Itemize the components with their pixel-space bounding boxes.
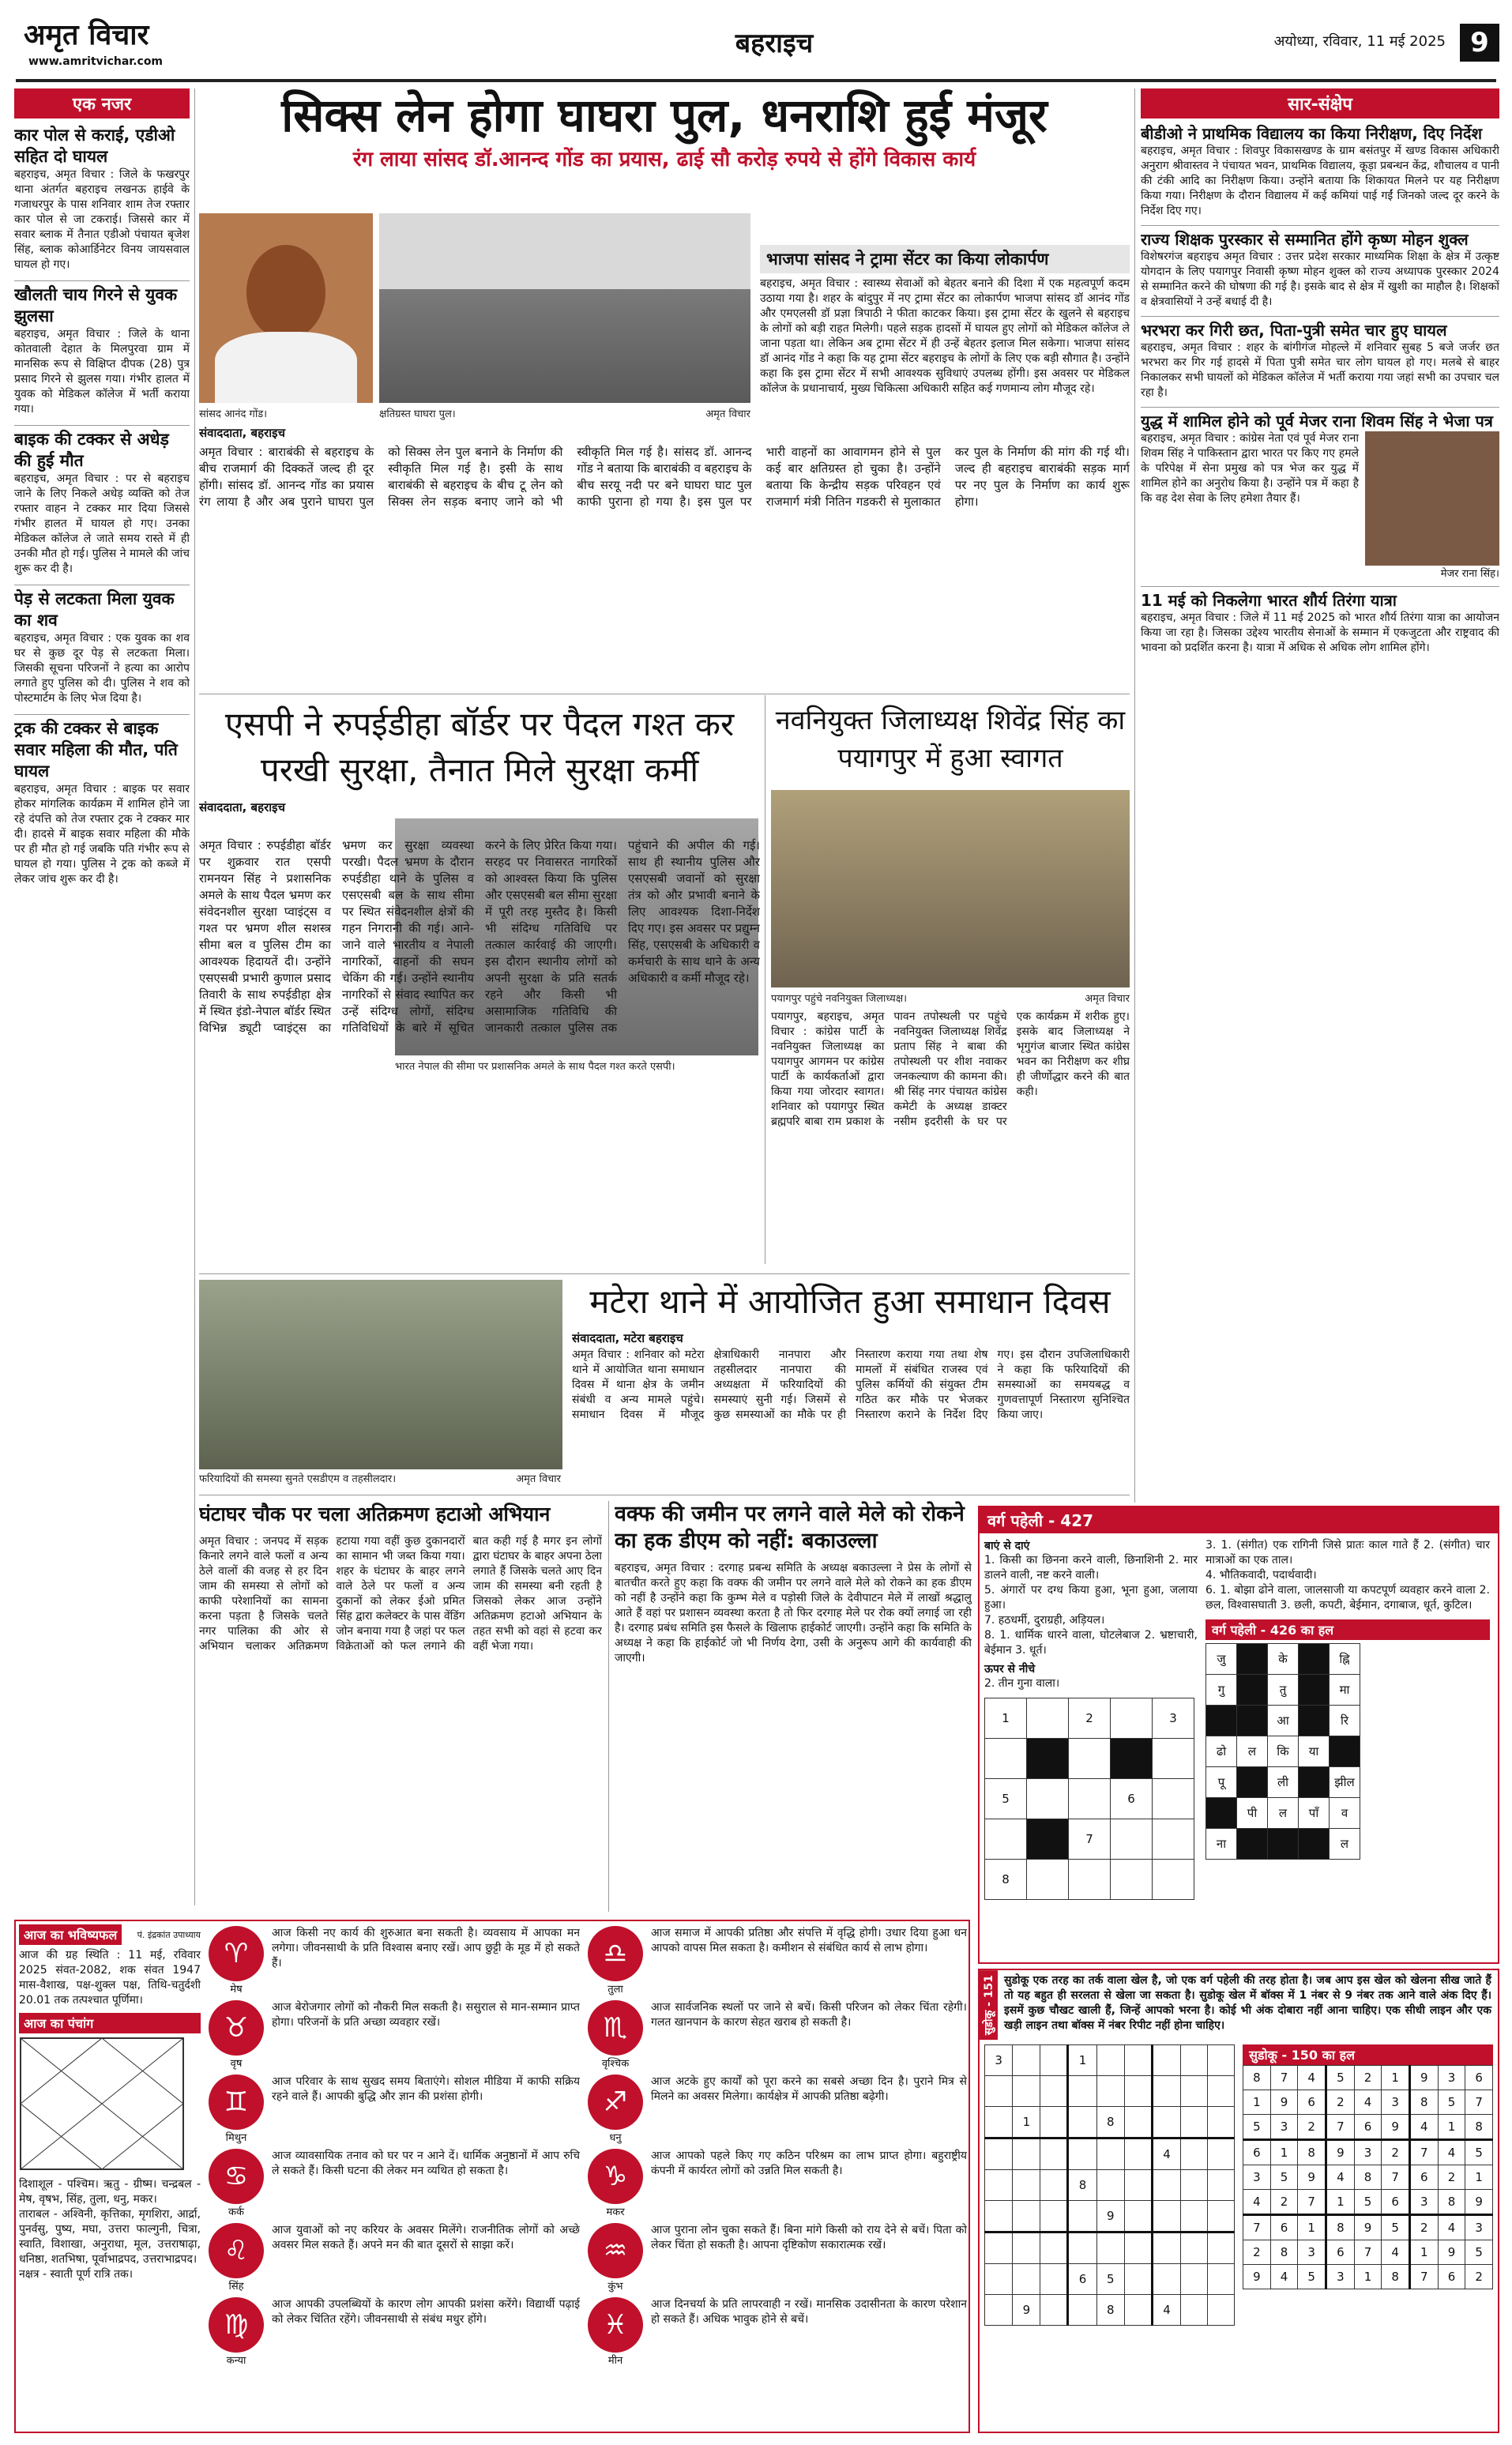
samadhan-photo xyxy=(199,1280,562,1469)
lead-body-text: अमृत विचार : बाराबंकी से बहराइच के बीच राजमार्ग की दिक्कतें जल्द ही दूर होंगी। सांसद डॉ. आनन्द गोंड का प्रयास रंग लाया है और अब पुराने घाघरा पुल को सिक्स लेन पुल बनाने के निर्माण की स्वीकृति मिल गई है। इसी के साथ बाराबंकी से बहराइच के बीच टू लेन को सिक्स लेन सड़क बनाए जाने को भी स्वीकृति मिल गई है। सांसद डॉ. आनन्द गोंड ने बताया कि बाराबंकी व बहराइच के बीच सरयू नदी पर बने घाघरा घाट पुल काफी पुराना हो गया है। इस पुल पर भारी वाहनों का आवागमन होने से पुल कई बार क्षतिग्रस्त हो चुका है। उन्होंने बताया कि केन्द्रीय सड़क परिवहन एवं राजमार्ग मंत्री नितिन गडकरी से मुलाकात कर पुल के निर्माण की मांग की गई थी। जल्द ही बहराइच बाराबंकी सड़क मार्ग पर नए पुल के निर्माण का कार्य शुरू होगा। xyxy=(199,445,1130,509)
sudoku-answer-cell: 8 xyxy=(1298,2140,1326,2165)
sudoku-cell[interactable] xyxy=(1208,2264,1235,2295)
sudoku-answer-cell: 1 xyxy=(1465,2165,1493,2190)
sudoku-cell[interactable] xyxy=(1208,2232,1235,2264)
photo-caption: मेजर राना सिंह। xyxy=(1440,568,1499,580)
sign-singh: ♌ सिंह आज युवाओं को नए करियर के अवसर मिलेंगे। राजनीतिक लोगों को अच्छे अवसर मिल सकते हैं। अपने मन की बात दूसरों से साझा करें। xyxy=(209,2223,580,2293)
sudoku-cell[interactable] xyxy=(1181,2295,1208,2326)
signs-col-1 xyxy=(209,1926,580,2432)
sudoku-cell[interactable] xyxy=(1124,2045,1152,2076)
sudoku-cell[interactable] xyxy=(1124,2201,1152,2232)
crossword xyxy=(978,1506,1499,1964)
waqf-body: बहराइच, अमृत विचार : दरगाह प्रबन्ध समिति के अध्यक्ष बकाउल्ला ने प्रेस के लोगों से बातचीत करते हुए कहा कि वक्फ की जमीन पर लगने वाले मेले को रोकने का हक डीएम को नहीं है उन्होंने कहा कि कुम्भ मेले व पड़ोसी जिले के देवीपाटन मेले में लाखों श्रद्धालु आते हैं वहां पर प्रशासन व्यवस्था करता है तो फिर दरगाह मेले पर रोक क्यों लगाई जा रही है। दरगाह प्रबंध समिति इस फैसले के खिलाफ हाईकोर्ट जाएगी। उन्होंने कहा कि समिति के अध्यक्ष ने कहा कि हाईकोर्ट जो भी निर्णय देगा, उसी के अनुरूप आगे की कार्यवाही की जाएगी। xyxy=(615,1562,972,1664)
samadhan-body-text: अमृत विचार : शनिवार को मटेरा थाने में आयोजित थाना समाधान दिवस में थाना क्षेत्र के जमीन संबंधी व अन्य मामले पहुंचे। समाधान दिवस में मौजूद क्षेत्राधिकारी नानपारा और तहसीलदार नानपारा की अध्यक्षता में फरियादियों की समस्याएं सुनी गई। जिसमें से कुछ समस्याओं का मौके पर ही निस्तारण कराया गया तथा शेष मामलों में संबंधित राजस्व एवं पुलिस कर्मियों की संयुक्त टीम गठित कर मौके पर भेजकर निस्तारण कराने के निर्देश दिए गए। इस दौरान उपजिलाधिकारी ने कहा कि फरियादियों की समस्याओं का समयबद्ध व गुणवत्तापूर्ण निस्तारण सुनिश्चित किया जाए। xyxy=(572,1349,1130,1421)
sudoku-answer-cell: 2 xyxy=(1326,2090,1355,2115)
sudoku-answer-cell: 1 xyxy=(1410,2240,1439,2265)
sudoku-answer-cell: 8 xyxy=(1270,2240,1298,2265)
scorpio-icon: ♏ xyxy=(588,2000,643,2056)
saar-headline: बीडीओ ने प्राथमिक विद्यालय का किया निरीक्षण, दिए निर्देश xyxy=(1141,124,1483,143)
brief-headline: खौलती चाय गिरने से युवक झुलसा xyxy=(14,285,178,325)
sudoku-cell[interactable]: 4 xyxy=(1152,2295,1180,2326)
pisces-icon: ♓ xyxy=(588,2297,643,2353)
sudoku-answer-cell: 3 xyxy=(1410,2190,1439,2215)
samadhan-headline: मटेरा थाने में आयोजित हुआ समाधान दिवस xyxy=(589,1282,1111,1321)
brief-item xyxy=(14,718,190,887)
sudoku-answer-cell: 6 xyxy=(1382,2190,1410,2215)
sudoku-answer-cell: 5 xyxy=(1298,2265,1326,2289)
dateline: अयोध्या, रविवार, 11 मई 2025 xyxy=(1273,33,1446,50)
clue: 7. हठधर्मी, दुराग्रही, अड़ियल। xyxy=(984,1614,1105,1627)
sudoku-cell[interactable]: 8 xyxy=(1096,2107,1124,2138)
panchang xyxy=(19,1924,201,2430)
sudoku-answer-cell: 7 xyxy=(1270,2066,1298,2090)
saar-headline: राज्य शिक्षक पुरस्कार से सम्मानित होंगे कृष्ण मोहन शुक्ल xyxy=(1141,230,1469,249)
sudoku-cell[interactable] xyxy=(1096,2076,1124,2107)
sudoku-answer-cell: 2 xyxy=(1465,2265,1493,2289)
sudoku-cell[interactable] xyxy=(1181,2107,1208,2138)
lead-byline: संवाददाता, बहराइच xyxy=(199,426,285,440)
sudoku-answer-cell: 2 xyxy=(1438,2165,1465,2190)
sudoku-answer-cell: 8 xyxy=(1354,2165,1382,2190)
sudoku-cell[interactable] xyxy=(1040,2076,1068,2107)
sudoku-cell[interactable] xyxy=(985,2295,1013,2326)
sudoku-cell[interactable] xyxy=(1208,2295,1235,2326)
sudoku-cell[interactable] xyxy=(1124,2076,1152,2107)
sudoku-answer-cell: 3 xyxy=(1298,2240,1326,2265)
horoscope-author: पं. इंद्रकांत उपाध्याय xyxy=(137,1929,201,1940)
sudoku-answer-cell: 1 xyxy=(1243,2090,1271,2115)
sp-body-text: अमृत विचार : रुपईडीहा बॉर्डर पर शुक्रवार रात एसपी रामनयन सिंह ने प्रशासनिक अमले के साथ पैदल भ्रमण कर संवेदनशील सुरक्षा प्वाइंट्स व गश्त पर भ्रमण शील सशस्त्र सीमा बल व पुलिस टीम का आवश्यक हिदायतें दी। उन्होंने एसएसबी प्रभारी कुणाल प्रसाद तिवारी के साथ रुपईडीहा क्षेत्र में स्थित इंडो-नेपाल बॉर्डर स्थित विभिन्न ड्यूटी प्वाइंट्स का भ्रमण कर सुरक्षा व्यवस्था परखी। पैदल भ्रमण के दौरान रुपईडीहा थाने के पुलिस व एसएसबी बल के साथ सीमा पर स्थित संवेदनशील क्षेत्रों की गहन निगरानी की गई। आने-जाने वाले भारतीय व नेपाली नागरिकों, वाहनों की सघन चेकिंग की गई। उन्होंने स्थानीय नागरिकों से संवाद स्थापित कर उन्हें संदिग्ध लोगों, संदिग्ध गतिविधियों के बारे में सूचित करने के लिए प्रेरित किया गया। सरहद पर निवासरत नागरिकों को आश्वस्त किया कि पुलिस और एसएसबी बल सीमा सुरक्षा में पूरी तरह मुस्तैद है। किसी भी संदिग्ध गतिविधि पर तत्काल कार्रवाई की जाएगी। इस दौरान स्थानीय लोगों को अपनी सुरक्षा के प्रति सतर्क रहने और किसी भी असामाजिक गतिविधि की जानकारी तत्काल पुलिस तक पहुंचाने की अपील की गई। साथ ही स्थानीय पुलिस और एसएसबी जवानों को सुरक्षा तंत्र को और प्रभावी बनाने के लिए आवश्यक दिशा-निर्देश दिए गए। इस अवसर पर प्रद्युम्न सिंह, एसएसबी के अधिकारी व कर्मचारी के साथ थाने के अन्य अधिकारी व कर्मी मौजूद रहे। xyxy=(199,838,760,1035)
sudoku-answer-cell: 2 xyxy=(1382,2140,1410,2165)
sudoku-answer-cell: 9 xyxy=(1270,2090,1298,2115)
sudoku-answer-cell: 6 xyxy=(1270,2215,1298,2240)
sudoku-cell[interactable] xyxy=(1181,2170,1208,2201)
bridge-photo xyxy=(379,213,750,403)
sudoku-answer-cell: 9 xyxy=(1382,2115,1410,2140)
sudoku-cell[interactable] xyxy=(1124,2170,1152,2201)
sudoku-cell[interactable] xyxy=(1124,2138,1152,2170)
lead-body xyxy=(199,444,1130,689)
sudoku-cell[interactable] xyxy=(1181,2076,1208,2107)
sudoku-cell[interactable]: 3 xyxy=(985,2045,1013,2076)
brief-body: बहराइच, अमृत विचार : पर से बहराइच जाने के लिए निकले अधेड़ व्यक्ति को तेज रफ्तार वाहन ने टक्कर मार दिया जिससे गंभीर हालत में घायल हो गए। उनका मेडिकल कॉलेज ले जाते समय रास्ते में ही उनकी मौत हो गई। पुलिस ने मामले की जांच शुरू कर दी है। xyxy=(14,472,190,575)
sign-meen: ♓ मीन आज दिनचर्या के प्रति लापरवाही न रखें। मानसिक उदासीनता के कारण परेशान हो सकते हैं। अधिक भावुक होने से बचें। xyxy=(588,2297,967,2367)
leo-icon: ♌ xyxy=(209,2223,264,2278)
sudoku-cell[interactable] xyxy=(1013,2264,1040,2295)
saar-body: विशेषरगंज बहराइच अमृत विचार : उत्तर प्रदेश सरकार माध्यमिक शिक्षा के क्षेत्र में उत्कृष्ट योगदान के लिए पयागपुर निवासी कृष्ण मोहन शुक्ल को राज्य अध्यापक पुरस्कार 2024 से सम्मानित करने की घोषणा की गई है। इसके बाद से क्षेत्र में खुशी का माहौल है। शिक्षकों व क्षेत्रवासियों ने उन्हें बधाई दी है। xyxy=(1141,250,1499,308)
sudoku-cell[interactable] xyxy=(1040,2045,1068,2076)
clue: 4. भौतिकवादी, पदार्थवादी। xyxy=(1205,1569,1317,1582)
sudoku-answer-cell: 6 xyxy=(1326,2240,1355,2265)
sudoku-answer-cell: 1 xyxy=(1326,2190,1355,2215)
sign-makar: ♑ मकर आज आपको पहले किए गए कठिन परिश्रम का लाभ प्राप्त होगा। बहुराष्ट्रीय कंपनी में कार्यरत लोगों को उन्नति मिल सकती है। xyxy=(588,2149,967,2218)
sudoku-cell[interactable] xyxy=(1040,2107,1068,2138)
sudoku-answer-cell: 5 xyxy=(1243,2115,1271,2140)
sudoku-answer-cell: 2 xyxy=(1410,2215,1439,2240)
sudoku-cell[interactable] xyxy=(985,2076,1013,2107)
samadhan-body xyxy=(572,1348,1130,1490)
saar-headline: भरभरा कर गिरी छत, पिता-पुत्री समेत चार हुए घायल xyxy=(1141,321,1447,340)
district-body-text: पयागपुर, बहराइच, अमृत विचार : कांग्रेस पार्टी के नवनियुक्त जिलाध्यक्ष का पयागपुर आगमन पर कांग्रेस पार्टी के कार्यकर्ताओं द्वारा किया गया जोरदार स्वागत। शनिवार को पयागपुर स्थित ब्रह्मपरि बाबा राम प्रकाश के पावन तपोस्थली पर पहुंचे नवनियुक्त जिलाध्यक्ष शिवेंद्र प्रताप सिंह ने बाबा की तपोस्थली पर शीश नवाकर जनकल्याण की कामना की। श्री सिंह नगर पंचायत कांग्रेस कमेटी के अध्यक्ष डाक्टर नसीम इदरीसी के घर पर एक कार्यक्रम में शरीक हुए। इसके बाद जिलाध्यक्ष ने भृगुगंज बाजार स्थित कांग्रेस भवन का निरीक्षण कर शीघ्र ही जीर्णोद्धार करने की बात कही। xyxy=(771,1010,1130,1128)
ek-nazar-header: एक नजर xyxy=(14,88,190,118)
lead-subheadline: रंग लाया सांसद डॉ.आनन्द गोंड का प्रयास, ढाई सौ करोड़ रुपये से होंगे विकास कार्य xyxy=(352,148,976,171)
photo-credit: अमृत विचार xyxy=(516,1473,561,1485)
sudoku-cell[interactable] xyxy=(1040,2232,1068,2264)
sudoku-answer-cell: 6 xyxy=(1243,2140,1271,2165)
brief-headline: बाइक की टक्कर से अधेड़ की हुई मौत xyxy=(14,430,169,470)
saar-body: बहराइच, अमृत विचार : कांग्रेस नेता एवं पूर्व मेजर राना शिवम सिंह ने पाकिस्तान द्वारा भारत पर किए गए हमले के परिपेक्ष में सेना प्रमुख को पत्र भेज कर युद्ध में शामिल होने का अनुरोध किया है। उन्होंने पत्र में कहा है कि वह देश सेवा के लिए हमेशा तैयार हैं। xyxy=(1141,432,1359,505)
sudoku-cell[interactable] xyxy=(1040,2170,1068,2201)
clue: 2. तीन गुना वाला। xyxy=(984,1677,1060,1690)
sudoku-cell[interactable] xyxy=(1040,2295,1068,2326)
sudoku-cell[interactable]: 8 xyxy=(1068,2170,1096,2201)
sudoku-answer-cell: 4 xyxy=(1410,2115,1439,2140)
brief-item xyxy=(14,429,190,577)
sudoku-cell[interactable]: 1 xyxy=(1013,2107,1040,2138)
ek-nazar-column xyxy=(14,88,190,1913)
sudoku-answer-cell: 3 xyxy=(1243,2165,1271,2190)
sudoku-answer-cell: 8 xyxy=(1410,2090,1439,2115)
crossword-grid[interactable]: 1 2 3 5 6 7 8 xyxy=(984,1698,1194,1900)
photo-caption: भारत नेपाल की सीमा पर प्रशासनिक अमले के साथ पैदल गश्त करते एसपी। xyxy=(395,1061,675,1073)
district-headline: नवनियुक्त जिलाध्यक्ष शिवेंद्र सिंह का पयागपुर में हुआ स्वागत xyxy=(775,705,1126,774)
sudoku-cell[interactable] xyxy=(985,2107,1013,2138)
sign-tula: ♎ तुला आज समाज में आपकी प्रतिष्ठा और संपत्ति में वृद्धि होगी। उधार दिया हुआ धन आपको वापस मिल सकता है। कमीशन से संबंधित कार्य से लाभ होगा। xyxy=(588,1926,967,1995)
sudoku-cell[interactable] xyxy=(1152,2045,1180,2076)
brief-headline: कार पोल से कराई, एडीओ सहित दो घायल xyxy=(14,126,175,166)
saar-headline: 11 मई को निकलेगा भारत शौर्य तिरंगा यात्रा xyxy=(1141,591,1397,610)
saar-item xyxy=(1141,229,1499,310)
horoscope-title: आज का भविष्यफल xyxy=(19,1924,122,1945)
sudoku-cell[interactable] xyxy=(1208,2107,1235,2138)
sudoku-answer-cell: 9 xyxy=(1438,2240,1465,2265)
saar-body: बहराइच, अमृत विचार : शहर के बांगीगंज मोहल्ले में शनिवार सुबह 5 बजे जर्जर छत भरभरा कर गिर गई हादसे में पिता पुत्री समेत चार लोग घायल हो गए। मलबे से बाहर निकालकर सभी घायलों को मेडिकल कॉलेज में भर्ती कराया गया जहां सभी का उपचार चल रहा है। xyxy=(1141,341,1499,399)
sign-kark: ♋ कर्क आज व्यावसायिक तनाव को घर पर न आने दें। धार्मिक अनुष्ठानों में आप रुचि ले सकते हैं। किसी घटना की लेकर मन व्यथित हो सकता है। xyxy=(209,2149,580,2218)
panchang-title: आज का पंचांग xyxy=(19,2013,201,2033)
sudoku-cell[interactable] xyxy=(985,2232,1013,2264)
brief-item xyxy=(14,589,190,706)
ghanta-story xyxy=(199,1501,602,1912)
brief-headline: पेड़ से लटकता मिला युवक का शव xyxy=(14,589,175,630)
sudoku-cell[interactable]: 1 xyxy=(1068,2045,1096,2076)
trauma-body: बहराइच, अमृत विचार : स्वास्थ्य सेवाओं को बेहतर बनाने की दिशा में एक महत्वपूर्ण कदम उठाया गया है। शहर के बांदुपुर में नए ट्रामा सेंटर का लोकार्पण भाजपा सांसद डॉ आनंद गोंड और एमएलसी डॉ प्रज्ञा त्रिपाठी ने फीता काटकर किया। इस ट्रामा सेंटर के खुलने से बहराइच के लोगों को बड़ी राहत मिलेगी। पहले सड़क हादसों में घायल हुए लोगों को मेडिकल कॉलेज ले जाना पड़ता था। लेकिन अब ट्रामा सेंटर में ही उन्हें बेहतर इलाज मिल सकेगा। भाजपा सांसद डॉ आनंद गोंड ने कहा कि यह ट्रामा सेंटर बहराइच के लोगों के लिए एक बड़ी सौगात है। उन्होंने कहा कि इस ट्रामा सेंटर में सभी आवश्यक सुविधाएं उपलब्ध होंगी। इस अवसर पर मेडिकल कॉलेज के प्रधानाचार्य, मुख्य चिकित्सा अधिकारी सहित कई गणमान्य लोग मौजूद रहे। xyxy=(760,277,1130,395)
logo: अमृत विचार xyxy=(24,19,149,51)
sudoku-puzzle-grid[interactable] xyxy=(984,2044,1235,2326)
sudoku-cell[interactable] xyxy=(1208,2076,1235,2107)
sudoku-label: सुडोकू - 151 xyxy=(980,1970,998,2040)
libra-icon: ♎ xyxy=(588,1926,643,1981)
sudoku-answer-cell: 7 xyxy=(1382,2165,1410,2190)
sudoku-answer-cell: 9 xyxy=(1410,2066,1439,2090)
sudoku-cell[interactable] xyxy=(985,2264,1013,2295)
saar-headline: युद्ध में शामिल होने को पूर्व मेजर राना शिवम सिंह ने भेजा पत्र xyxy=(1141,412,1493,431)
sudoku-answer-cell: 3 xyxy=(1438,2066,1465,2090)
brief-body: बहराइच, अमृत विचार : एक युवक का शव घर से कुछ दूर पेड़ से लटकता मिला। जिसकी सूचना परिजनों ने हत्या का आरोप लगाते हुए पुलिस को दी। पुलिस ने शव को पोस्टमार्टम के लिए भेज दिया है। xyxy=(14,632,190,705)
sudoku-answer-cell: 5 xyxy=(1465,2240,1493,2265)
sudoku-answer-cell: 1 xyxy=(1354,2265,1382,2289)
sudoku-answer-cell: 3 xyxy=(1326,2265,1355,2289)
brief-headline: ट्रक की टक्कर से बाइक सवार महिला की मौत, पति घायल xyxy=(14,719,178,781)
district-photo xyxy=(771,790,1130,987)
sudoku-cell[interactable] xyxy=(1181,2232,1208,2264)
sudoku-answer-cell: 3 xyxy=(1465,2215,1493,2240)
mp-photo xyxy=(199,213,373,403)
sudoku-answer-cell: 8 xyxy=(1438,2190,1465,2215)
sudoku-cell[interactable]: 8 xyxy=(1096,2295,1124,2326)
sudoku-cell[interactable] xyxy=(1068,2107,1096,2138)
waqf-story xyxy=(615,1501,972,1912)
sudoku-cell[interactable] xyxy=(1152,2201,1180,2232)
kundali-chart xyxy=(19,2037,185,2171)
sudoku-answer-cell: 9 xyxy=(1298,2165,1326,2190)
sudoku-answer-cell: 1 xyxy=(1298,2215,1326,2240)
page-number: 9 xyxy=(1460,24,1499,62)
sudoku-cell[interactable] xyxy=(1181,2201,1208,2232)
sudoku-cell[interactable] xyxy=(1013,2232,1040,2264)
panchang-text: आज की ग्रह स्थिति : 11 मई, रविवार 2025 संवत-2082, शक संवत 1947 मास-वैशाख, पक्ष-शुक्ल पक्ष, तिथि-चतुर्दशी 20.01 तक तत्पश्चात पूर्णिमा। xyxy=(19,1949,201,2007)
sudoku-answer-cell: 5 xyxy=(1354,2190,1382,2215)
sudoku-cell[interactable] xyxy=(1096,2232,1124,2264)
sudoku-cell[interactable] xyxy=(1068,2076,1096,2107)
sudoku-cell[interactable]: 9 xyxy=(1013,2295,1040,2326)
sudoku-answer-cell: 9 xyxy=(1465,2190,1493,2215)
sudoku-cell[interactable] xyxy=(1152,2170,1180,2201)
sudoku-cell[interactable] xyxy=(1208,2045,1235,2076)
brief-body: बहराइच, अमृत विचार : जिले के थाना कोतवाली देहात के मिलपुरवा ग्राम में मानसिक रूप से विक्षिप्त दीपक (28) पुत्र प्रसाद गिरने से झुलस गया। गंभीर हालत में युवक को मेडिकल कॉलेज में भर्ती कराया गया। xyxy=(14,328,190,416)
sudoku-answer-cell: 6 xyxy=(1438,2265,1465,2289)
clue: 1. किसी का छिनना करने वाली, छिनाशिनी 2. मार डालने वाली, नष्ट करने वाली। xyxy=(984,1554,1198,1582)
samadhan-byline: संवाददाता, मटेरा बहराइच xyxy=(572,1331,683,1345)
sudoku-answer-cell: 4 xyxy=(1354,2090,1382,2115)
sudoku-cell[interactable] xyxy=(1096,2045,1124,2076)
saar-item xyxy=(1141,320,1499,401)
sudoku-cell[interactable] xyxy=(1181,2138,1208,2170)
sudoku-cell[interactable] xyxy=(1068,2201,1096,2232)
sudoku-cell[interactable] xyxy=(985,2138,1013,2170)
saar-column xyxy=(1141,88,1499,1510)
sudoku-answer-cell: 9 xyxy=(1326,2140,1355,2165)
photo-caption: क्षतिग्रस्त घाघरा पुल। xyxy=(379,408,456,420)
sudoku-answer-cell: 1 xyxy=(1438,2115,1465,2140)
sign-mesh: ♈ मेष आज किसी नए कार्य की शुरुआत बना सकती है। व्यवसाय में आपका मन लगेगा। जीवनसाथी के प्रति विश्वास बनाए रखें। आप छुट्टी के मूड में हो सकते हैं। xyxy=(209,1926,580,1995)
sudoku-cell[interactable] xyxy=(1013,2138,1040,2170)
sudoku-answer-cell: 6 xyxy=(1354,2115,1382,2140)
sudoku-answer-title: सुडोकू - 150 का हल xyxy=(1243,2044,1493,2065)
sudoku-answer-cell: 7 xyxy=(1465,2090,1493,2115)
horoscope-section xyxy=(14,1920,970,2433)
aquarius-icon: ♒ xyxy=(588,2223,643,2278)
sudoku-cell[interactable] xyxy=(1124,2232,1152,2264)
sp-byline: संवाददाता, बहराइच xyxy=(199,800,285,814)
cancer-icon: ♋ xyxy=(209,2149,264,2204)
signs-col-2 xyxy=(588,1926,967,2432)
section-name: बहराइच xyxy=(735,28,814,59)
saar-body: बहराइच, अमृत विचार : जिले में 11 मई 2025 को भारत शौर्य तिरंगा यात्रा का आयोजन किया जा रहा है। जिसका उद्देश्य भारतीय सेनाओं के सम्मान में एकजुटता और राष्ट्रवाद की भावना को प्रदर्शित करना है। यात्रा में अधिक से अधिक लोग शामिल होंगे। xyxy=(1141,611,1499,654)
sudoku-cell[interactable] xyxy=(985,2170,1013,2201)
taurus-icon: ♉ xyxy=(209,2000,264,2056)
sudoku-answer-cell: 4 xyxy=(1270,2265,1298,2289)
sudoku-cell[interactable] xyxy=(1040,2201,1068,2232)
sudoku-answer-cell: 5 xyxy=(1326,2066,1355,2090)
ghanta-body: अमृत विचार : जनपद में सड़क किनारे लगने वाले फलों व अन्य ठेले वालों की वजह से हर दिन जाम की समस्या से लोगों को काफी परेशानियों का सामना करना पड़ता है जिसके चलते नगर पालिका की ओर से अभियान चलाकर अतिक्रमण हटाया गया वहीं कुछ दुकानदारों का सामान भी जब्त किया गया। शहर के घंटाघर के बाहर लगने वाले ठेले पर फलों व अन्य दुकानों को लेकर ईओ प्रमित सिंह द्वारा कलेक्टर के पास वेंडिंग जोन बनाया गया है जहां पर फल विक्रेताओं को फल लगाने की बात कही गई है मगर इन लोगों द्वारा घंटाघर के बाहर अपना ठेला लगाते हैं जिसके चलते आए दिन जाम की समस्या बनी रहती है जिसको लेकर आज उन्होंने अतिक्रमण हटाओ अभियान के तहत सभी को वहां से हटवा कर वहीं भेजा गया। xyxy=(199,1535,602,1653)
sagittarius-icon: ♐ xyxy=(588,2074,643,2130)
sudoku-cell[interactable]: 5 xyxy=(1096,2264,1124,2295)
sudoku-cell[interactable] xyxy=(1040,2138,1068,2170)
ghanta-headline: घंटाघर चौक पर चला अतिक्रमण हटाओ अभियान xyxy=(199,1503,551,1525)
sudoku-cell[interactable] xyxy=(1152,2076,1180,2107)
brief-item xyxy=(14,284,190,417)
sudoku-cell[interactable] xyxy=(1013,2076,1040,2107)
sudoku-cell[interactable] xyxy=(1068,2295,1096,2326)
sudoku-answer-cell: 5 xyxy=(1270,2165,1298,2190)
sign-kumbh: ♒ कुंभ आज पुराना लोन चुका सकते हैं। बिना मांगे किसी को राय देने से बचें। पिता को लेकर चिंता हो सकती है। आपना दृष्टिकोण सकारात्मक रखें। xyxy=(588,2223,967,2293)
sudoku-answer-cell: 5 xyxy=(1438,2090,1465,2115)
photo-credit: अमृत विचार xyxy=(705,408,750,420)
sudoku-answer-cell: 3 xyxy=(1270,2115,1298,2140)
sudoku-cell[interactable] xyxy=(1124,2264,1152,2295)
waqf-headline: वक्फ की जमीन पर लगने वाले मेले को रोकने का हक डीएम को नहीं: बकाउल्ला xyxy=(615,1502,965,1553)
sudoku-cell[interactable] xyxy=(1124,2295,1152,2326)
sudoku-cell[interactable] xyxy=(1068,2138,1096,2170)
saar-body: बहराइच, अमृत विचार : शिवपुर विकासखण्ड के ग्राम बसंतपुर में खण्ड विकास अधिकारी अनुराग श्रीवास्तव ने पंचायत भवन, प्राथमिक विद्यालय, कूड़ा प्रबन्धन केंद्र, शौचालय व पानी की टंकी आदि का निरीक्षण किया। उन्होंने बताया कि शिकायत मिलने पर यह निरीक्षण किया गया। निरीक्षण के दौरान विद्यालय में कई कमियां पाई गईं जिनको जल्द दूर करने के निर्देश दिए गए। xyxy=(1141,145,1499,217)
sudoku-cell[interactable] xyxy=(1152,2107,1180,2138)
disha: दिशाशूल - पश्चिम। ऋतु - ग्रीष्म। चन्द्रबल - मेष, वृषभ, सिंह, तुला, धनु, मकर। xyxy=(19,2178,201,2206)
clue: 3. 1. (संगीत) एक रागिनी जिसे प्रातः काल गाते हैं 2. (संगीत) चार मात्राओं का एक ताल। xyxy=(1205,1539,1490,1567)
sudoku-answer-cell: 7 xyxy=(1243,2215,1271,2240)
sudoku-instructions: सुडोकू एक तरह का तर्क वाला खेल है, जो एक वर्ग पहेली की तरह होता है। जब आप इस खेल को खेलना सीख जाते हैं तो यह बहुत ही सरलता से खेला जा सकता है। सुडोकू खेल में बॉक्स में 1 नंबर से 9 नंबर तक आने वाले अंक दिए हैं। इसमें कुछ चौखट खाली हैं, जिन्हें आपको भरना है। कोई भी अंक दोबारा नहीं आना चाहिए। एक सीधी लाइन और एक खड़ी लाइन तथा बॉक्स में नंबर रिपीट नहीं होना चाहिए। xyxy=(1004,1974,1491,2032)
clue: 5. अंगारों पर दग्ध किया हुआ, भूना हुआ, जलाया हुआ। xyxy=(984,1584,1198,1612)
lead-headline: सिक्स लेन होगा घाघरा पुल, धनराशि हुई मंजूर xyxy=(281,88,1047,142)
gemini-icon: ♊ xyxy=(209,2074,264,2130)
saar-item xyxy=(1141,411,1499,580)
photo-caption: पयागपुर पहुंचे नवनियुक्त जिलाध्यक्ष। xyxy=(771,993,908,1005)
saar-item xyxy=(1141,123,1499,219)
trauma-story xyxy=(760,245,1130,442)
sudoku-cell[interactable] xyxy=(1208,2138,1235,2170)
sudoku-answer-cell: 3 xyxy=(1382,2090,1410,2115)
sudoku-cell[interactable]: 9 xyxy=(1096,2201,1124,2232)
sudoku-section xyxy=(978,1969,1499,2433)
down-label: ऊपर से नीचे xyxy=(984,1663,1036,1676)
sudoku-answer-cell: 4 xyxy=(1243,2190,1271,2215)
sudoku-answer-cell: 4 xyxy=(1326,2165,1355,2190)
sudoku-answer-cell: 7 xyxy=(1410,2265,1439,2289)
sudoku-cell[interactable] xyxy=(1013,2045,1040,2076)
sudoku-answer-cell: 5 xyxy=(1382,2215,1410,2240)
saar-item xyxy=(1141,590,1499,656)
sudoku-answer-cell: 4 xyxy=(1438,2140,1465,2165)
sudoku-answer-cell: 7 xyxy=(1326,2115,1355,2140)
sudoku-answer-cell: 4 xyxy=(1382,2240,1410,2265)
sudoku-cell[interactable] xyxy=(1040,2264,1068,2295)
sudoku-cell[interactable] xyxy=(1152,2264,1180,2295)
sign-kanya: ♍ कन्या आज आपकी उपलब्धियों के कारण लोग आपकी प्रशंसा करेंगे। विद्यार्थी पढ़ाई को लेकर चिंतित रहेंगे। जीवनसाथी से संबंध मधुर होंगे। xyxy=(209,2297,580,2367)
sudoku-answer-cell: 8 xyxy=(1382,2265,1410,2289)
major-photo xyxy=(1365,431,1499,566)
masthead xyxy=(0,0,1512,79)
aries-icon: ♈ xyxy=(209,1926,264,1981)
sudoku-answer-cell: 2 xyxy=(1298,2115,1326,2140)
sudoku-answer-cell: 5 xyxy=(1465,2140,1493,2165)
sudoku-cell[interactable] xyxy=(1013,2170,1040,2201)
sign-dhanu: ♐ धनु आज अटके हुए कार्यों को पूरा करने का सबसे अच्छा दिन है। पुराने मित्र से मिलने का अवसर मिलेगा। कार्यक्षेत्र में आपकी प्रतिष्ठा बढ़ेगी। xyxy=(588,2074,967,2144)
sudoku-answer-cell: 9 xyxy=(1243,2265,1271,2289)
sudoku-cell[interactable] xyxy=(1068,2232,1096,2264)
sudoku-cell[interactable] xyxy=(1096,2170,1124,2201)
crossword-answer-grid: जु के ह्नि गु तु मा आ रि ढो ल कि या पू ली झील पी ल पाँ व ना ल xyxy=(1205,1643,1360,1860)
sign-mithun: ♊ मिथुन आज परिवार के साथ सुखद समय बिताएंगे। सोशल मीडिया में काफी सक्रिय रहने वाले हैं। आपकी बुद्धि और ज्ञान की प्रशंसा होगी। xyxy=(209,2074,580,2144)
sudoku-answer-cell: 2 xyxy=(1243,2240,1271,2265)
sudoku-answer-cell: 4 xyxy=(1298,2066,1326,2090)
photo-caption: सांसद आनंद गोंड। xyxy=(199,408,268,420)
sign-vrishchik: ♏ वृश्चिक आज सार्वजनिक स्थलों पर जाने से बचें। किसी परिजन को लेकर चिंता रहेगी। गलत खानपान के कारण सेहत खराब हो सकती है। xyxy=(588,2000,967,2070)
sp-headline: एसपी ने रुपईडीहा बॉर्डर पर पैदल गश्त कर परखी सुरक्षा, तैनात मिले सुरक्षा कर्मी xyxy=(224,705,735,789)
sign-vrish: ♉ वृष आज बेरोजगार लोगों को नौकरी मिल सकती है। ससुराल से मान-सम्मान प्राप्त होगा। परिजनों के प्रति अच्छा व्यवहार रखें। xyxy=(209,2000,580,2070)
trauma-headline: भाजपा सांसद ने ट्रामा सेंटर का किया लोकार्पण xyxy=(760,245,1130,273)
sudoku-cell[interactable] xyxy=(1181,2045,1208,2076)
brief-body: बहराइच, अमृत विचार : जिले के फखरपुर थाना अंतर्गत बहराइच लखनऊ हाईवे के गजाधरपुर के पास शनिवार शाम तेज रफ्तार कार पोल से जा टकराई। जिससे कार में सवार ब्लाक में तैनात एडीओ पंचायत बृजेश सिंह, ब्लाक कोआर्डिनेटर विनय जायसवाल घायल हो गए। xyxy=(14,168,190,271)
across-label: बाएं से दाएं xyxy=(984,1540,1030,1552)
brief-body: बहराइच, अमृत विचार : बाइक पर सवार होकर मांगलिक कार्यक्रम में शामिल होने जा रहे दंपत्ति को तेज रफ्तार ट्रक ने टक्कर मार दी। हादसे में बाइक सवार महिला की मौके पर ही मौत हो गई जबकि पति गंभीर रूप से घायल हो गया। पुलिस ने ट्रक को कब्जे में लेकर जांच शुरू कर दी है। xyxy=(14,783,190,886)
sudoku-answer-cell: 6 xyxy=(1465,2066,1493,2090)
sudoku-answer-cell: 7 xyxy=(1298,2190,1326,2215)
sudoku-answer-cell: 7 xyxy=(1354,2240,1382,2265)
sudoku-cell[interactable] xyxy=(1208,2201,1235,2232)
sudoku-answer-cell: 6 xyxy=(1298,2090,1326,2115)
clue: 6. 1. बोझा ढोने वाला, जालसाजी या कपटपूर्ण व्यवहार करने वाला 2. छल, विश्वासघाती 3. छली, कपटी, बेईमान, दगाबाज, धूर्त, कुटिल। xyxy=(1205,1584,1490,1612)
sudoku-cell[interactable] xyxy=(1208,2170,1235,2201)
sudoku-cell[interactable] xyxy=(1124,2107,1152,2138)
saar-header: सार-संक्षेप xyxy=(1141,88,1499,118)
sudoku-answer-cell: 2 xyxy=(1270,2190,1298,2215)
sudoku-answer-cell: 8 xyxy=(1465,2115,1493,2140)
sudoku-cell[interactable] xyxy=(1013,2201,1040,2232)
sudoku-answer-cell: 4 xyxy=(1438,2215,1465,2240)
sudoku-cell[interactable]: 6 xyxy=(1068,2264,1096,2295)
capricorn-icon: ♑ xyxy=(588,2149,643,2204)
sudoku-answer-cell: 8 xyxy=(1243,2066,1271,2090)
sudoku-cell[interactable] xyxy=(1181,2264,1208,2295)
brief-item xyxy=(14,125,190,273)
sudoku-answer-cell: 3 xyxy=(1354,2140,1382,2165)
photo-credit: अमृत विचार xyxy=(1085,993,1130,1005)
sudoku-answer-cell: 1 xyxy=(1382,2066,1410,2090)
sudoku-cell[interactable] xyxy=(1096,2138,1124,2170)
sp-body xyxy=(199,837,760,1311)
clue: 8. 1. धार्मिक धारने वाला, घोटलेबाज 2. भ्रष्टाचारी, बेईमान 3. धूर्त। xyxy=(984,1629,1198,1657)
website: www.amritvichar.com xyxy=(28,55,164,68)
sudoku-answer-cell: 8 xyxy=(1326,2215,1355,2240)
sudoku-answer-cell: 2 xyxy=(1354,2066,1382,2090)
crossword-answer-title: वर्ग पहेली - 426 का हल xyxy=(1205,1619,1490,1640)
crossword-title: वर्ग पहेली - 427 xyxy=(980,1507,1498,1533)
tarabal: ताराबल - अश्विनी, कृत्तिका, मृगशिरा, आर्द्रा, पुनर्वसु, पुष्य, मघा, उत्तरा फाल्गुनी, चित्रा, स्वाति, विशाखा, अनुराधा, मूल, उत्तराषाढ़ा, धनिष्ठा, शतभिषा, पूर्वाभाद्रपद, उत्तराभाद्रपद। xyxy=(19,2208,201,2266)
district-body xyxy=(771,1010,1130,1270)
sudoku-answer-cell: 7 xyxy=(1410,2140,1439,2165)
sudoku-answer-cell: 9 xyxy=(1354,2215,1382,2240)
sudoku-answer-grid xyxy=(1243,2065,1493,2289)
photo-caption: फरियादियों की समस्या सुनते एसडीएम व तहसीलदार। xyxy=(199,1473,397,1485)
sudoku-cell[interactable] xyxy=(985,2201,1013,2232)
virgo-icon: ♍ xyxy=(209,2297,264,2353)
nakshatra: नक्षत्र - स्वाती पूर्ण रात्रि तक। xyxy=(19,2268,134,2281)
sudoku-answer-cell: 6 xyxy=(1410,2165,1439,2190)
sudoku-answer-cell: 1 xyxy=(1270,2140,1298,2165)
sudoku-cell[interactable]: 4 xyxy=(1152,2138,1180,2170)
sudoku-cell[interactable] xyxy=(1152,2232,1180,2264)
